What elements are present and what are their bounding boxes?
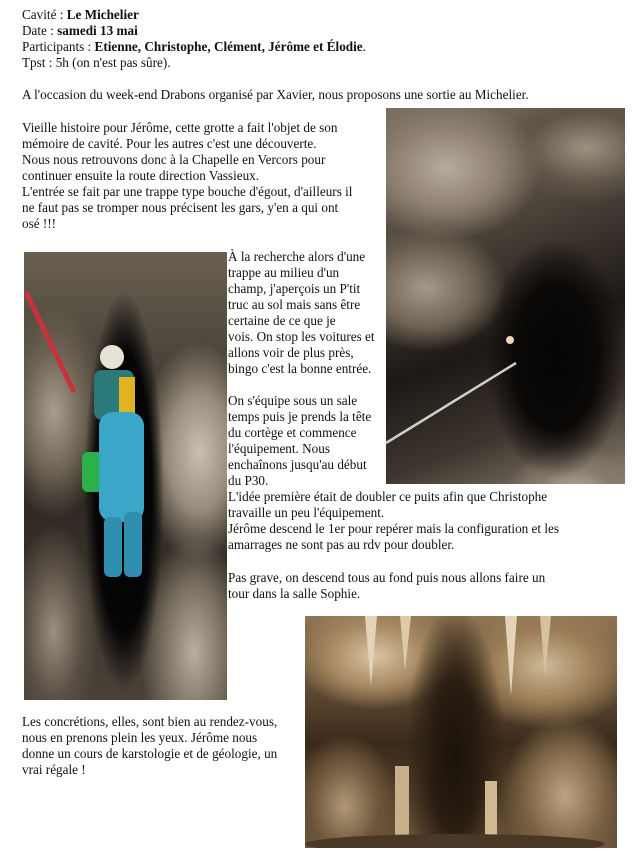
text-line: allons voir de plus près, (228, 345, 354, 360)
text-line: bingo c'est la bonne entrée. (228, 361, 372, 376)
text-line: certaine de ce que je (228, 313, 336, 328)
text-line: travaille un peu l'équipement. (228, 505, 385, 520)
stalactites-graphic (305, 616, 617, 848)
text-line: tour dans la salle Sophie. (228, 586, 361, 601)
paragraph-4 (228, 489, 559, 553)
text-line: amarrages ne sont pas au rdv pour doubler. (228, 537, 455, 552)
text-line: nous en prenons plein les yeux. Jérôme nous (22, 730, 258, 745)
text-line: temps puis je prends la tête (228, 409, 372, 424)
text-line: l'équipement. Nous (228, 441, 330, 456)
text-line: Les concrétions, elles, sont bien au rendez-vous, (22, 714, 278, 729)
participants-label: Participants : (22, 39, 95, 54)
intro-paragraph: A l'occasion du week-end Drabons organisé par Xavier, nous proposons une sortie au Michelier. (22, 87, 529, 102)
text-line: vois. On stop les voitures et (228, 329, 375, 344)
date-value: samedi 13 mai (57, 23, 138, 38)
cavite-value: Le Michelier (66, 7, 139, 22)
caver-graphic (24, 252, 227, 700)
participants-end: . (362, 39, 366, 54)
paragraph-1 (22, 120, 352, 232)
text-line: continuer ensuite la route direction Vassieux. (22, 168, 260, 183)
cave-gallery-photo (386, 108, 625, 484)
text-line: champ, j'aperçois un P'tit (228, 281, 361, 296)
text-line: donne un cours de karstologie et de géologie, un (22, 746, 278, 761)
date-label: Date : (22, 23, 58, 38)
paragraph-3 (228, 393, 371, 489)
text-line: enchaînons jusqu'au début (228, 457, 367, 472)
text-line: L'entrée se fait par une trappe type bouche d'égout, d'ailleurs il (22, 184, 353, 199)
text-line: Jérôme descend le 1er pour repérer mais la configuration et les (228, 521, 560, 536)
text-line: Vieille histoire pour Jérôme, cette grotte a fait l'objet de son (22, 120, 338, 135)
paragraph-2 (228, 249, 375, 377)
text-line: osé !!! (22, 216, 57, 231)
text-line: mémoire de cavité. Pour les autres c'est une découverte. (22, 136, 317, 151)
text-line: ne faut pas se tromper nous précisent les gars, y'en a qui ont (22, 200, 339, 215)
text-line: À la recherche alors d'une (228, 249, 366, 264)
participants-line (22, 39, 366, 55)
text-line: du cortège et commence (228, 425, 357, 440)
date-line (22, 23, 366, 39)
text-line: On s'équipe sous un sale (228, 393, 358, 408)
text-line: du P30. (228, 473, 269, 488)
participants-value: Etienne, Christophe, Clément, Jérôme et Élodie (94, 39, 363, 54)
text-line: Nous nous retrouvons donc à la Chapelle en Vercors pour (22, 152, 326, 167)
cavite-label: Cavité : (22, 7, 67, 22)
text-line: Pas grave, on descend tous au fond puis nous allons faire un (228, 570, 546, 585)
text-line: truc au sol mais sans être (228, 297, 361, 312)
paragraph-5 (228, 570, 545, 602)
text-line: L'idée première était de doubler ce puits afin que Christophe (228, 489, 548, 504)
header-block (22, 7, 366, 71)
caver-on-rope-photo (24, 252, 227, 700)
tpst-line: Tpst : 5h (on n'est pas sûre). (22, 55, 171, 70)
rope-graphic (386, 108, 625, 484)
text-line: vrai régale ! (22, 762, 86, 777)
cavite-line (22, 7, 366, 23)
paragraph-6 (22, 714, 277, 778)
concretions-photo (305, 616, 617, 848)
text-line: trappe au milieu d'un (228, 265, 340, 280)
